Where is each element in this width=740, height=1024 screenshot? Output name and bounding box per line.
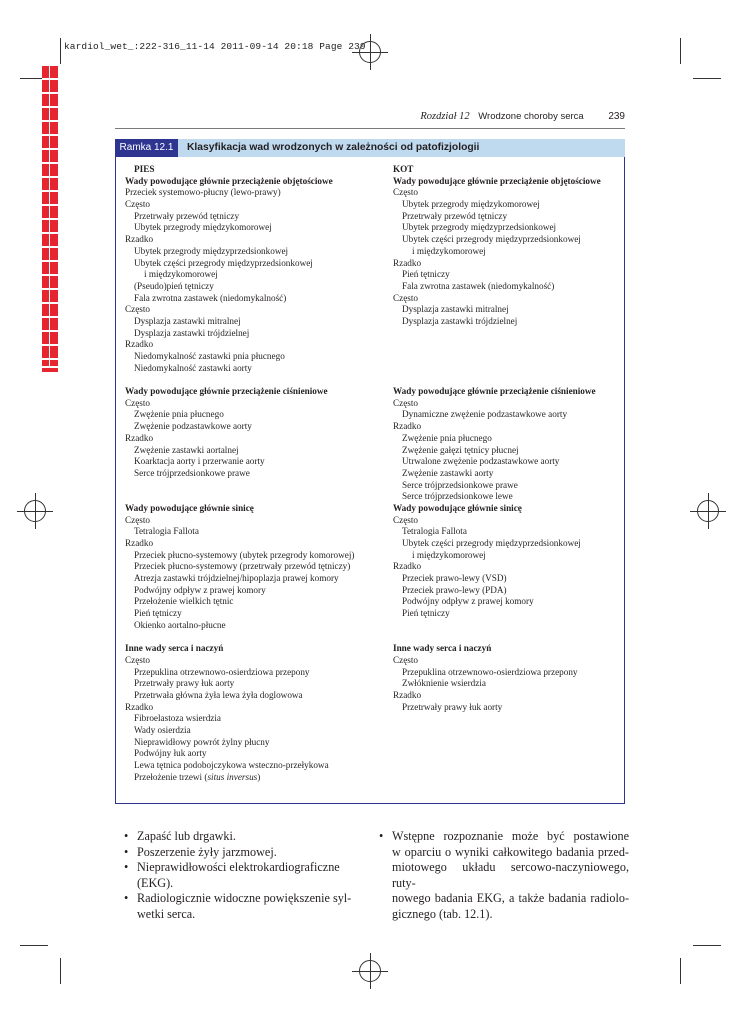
box-line: Przeciek prawo-lewy (VSD) bbox=[402, 573, 507, 584]
box-line: Pień tętniczy bbox=[402, 269, 450, 280]
box-line: Często bbox=[125, 304, 151, 315]
bullet-continuation: miotowego układu sercowo-naczyniowego, ruty- bbox=[392, 860, 629, 890]
box-line: Rzadko bbox=[393, 257, 422, 268]
box-line: Często bbox=[393, 292, 419, 303]
registration-mark-top bbox=[359, 41, 381, 63]
box-line: Często bbox=[393, 187, 419, 198]
box-line bbox=[393, 339, 601, 351]
bullet-list-right bbox=[379, 829, 629, 923]
box-line: Wady osierdzia bbox=[134, 725, 191, 735]
box-line: Niedomykalność zastawki aorty bbox=[134, 362, 252, 373]
box-line: Utrwalone zwężenie podzastawkowe aorty bbox=[402, 456, 560, 467]
chapter-number: Rozdział 12 bbox=[420, 111, 470, 122]
box-line: Fibroelastoza wsierdzia bbox=[134, 713, 221, 724]
header-rule bbox=[115, 128, 625, 129]
bullet-item: • Poszerzenie żyły jarzmowej. bbox=[124, 845, 364, 861]
box-line: Przeciek prawo-lewy (PDA) bbox=[402, 584, 507, 595]
box-line: Rzadko bbox=[393, 421, 422, 432]
box-line: Lewa tętnica podobojczykowa wsteczno-przełykowa bbox=[134, 760, 329, 771]
latin-term: situs inversus bbox=[207, 771, 258, 782]
page-number: 239 bbox=[608, 111, 625, 122]
box-line: Często bbox=[125, 397, 151, 408]
box-line: Fala zwrotna zastawek (niedomykalność) bbox=[134, 292, 287, 303]
box-heading-line: Inne wady serca i naczyń bbox=[393, 643, 492, 654]
bullet-item: • Radiologicznie widoczne powiększenie syl- bbox=[124, 891, 364, 907]
box-line: Niedomykalność zastawki pnia płucnego bbox=[134, 351, 285, 361]
box-line: Serce trójprzedsionkowe prawe bbox=[402, 479, 518, 490]
bullet-continuation: nowego badania EKG, a także badania radiolo- bbox=[392, 891, 629, 906]
bullet-item: • Wstępne rozpoznanie może być postawione bbox=[379, 829, 629, 845]
box-line: Dysplazja zastawki trójdzielnej bbox=[402, 315, 518, 326]
box-line: Podwójny odpływ z prawej komory bbox=[134, 584, 266, 595]
box-line: Przełożenie trzewi (situs inversus) bbox=[134, 771, 261, 782]
box-line: Zwężenie pnia płucnego bbox=[402, 432, 492, 443]
box-line bbox=[393, 363, 601, 375]
box-line: Koarktacja aorty i przerwanie aorty bbox=[134, 456, 265, 467]
registration-mark-bottom bbox=[359, 960, 381, 982]
box-line bbox=[393, 632, 601, 644]
box-line: Rzadko bbox=[125, 701, 154, 712]
box-line bbox=[125, 480, 354, 492]
box-line: Fala zwrotna zastawek (niedomykalność) bbox=[402, 280, 555, 291]
box-line: Często bbox=[125, 654, 151, 665]
box-left-column bbox=[125, 164, 354, 783]
box-line bbox=[125, 491, 354, 503]
box-line: Dynamiczne zwężenie podzastawkowe aorty bbox=[402, 409, 568, 420]
box-line: Przeciek płucno-systemowy (ubytek przegrody komorowej) bbox=[134, 549, 355, 560]
box-line: i międzykomorowej bbox=[412, 245, 486, 256]
box-line: Rzadko bbox=[125, 432, 154, 443]
box-line: Często bbox=[393, 514, 419, 525]
running-header bbox=[420, 111, 625, 122]
box-heading-line: Wady powodujące głównie sinicę bbox=[393, 502, 522, 513]
box-line: Rzadko bbox=[393, 689, 422, 700]
box-line: Często bbox=[393, 397, 419, 408]
box-line: Ubytek części przegrody międzyprzedsionkowej bbox=[402, 538, 581, 548]
box-line bbox=[125, 632, 354, 644]
box-line: Rzadko bbox=[393, 561, 422, 572]
box-line: Zwężenie gałęzi tętnicy płucnej bbox=[402, 444, 519, 455]
box-line: Ubytek przegrody międzykomorowej bbox=[134, 222, 272, 233]
box-line: i międzykomorowej bbox=[412, 549, 486, 560]
box-line: Przeciek płucno-systemowy (przetrwały przewód tętniczy) bbox=[134, 561, 351, 572]
box-heading-line: Wady powodujące głównie przeciążenie objętościowe bbox=[125, 175, 333, 186]
box-line: Przetrwały prawy łuk aorty bbox=[134, 678, 235, 689]
box-line: Ubytek części przegrody międzyprzedsionkowej bbox=[402, 234, 581, 245]
box-line: Często bbox=[393, 654, 419, 665]
box-line: i międzykomorowej bbox=[144, 269, 218, 280]
box-line: Okienko aortalno-płucne bbox=[134, 619, 226, 630]
print-slug: kardiol_wet_:222-316_11-14 2011-09-14 20:18 Page 239 bbox=[64, 41, 366, 52]
box-line: Przeciek systemowo-płucny (lewo-prawy) bbox=[125, 187, 281, 198]
box-line bbox=[393, 351, 601, 363]
box-line: Ubytek przegrody międzyprzedsionkowej bbox=[402, 222, 557, 233]
box-heading-line: Wady powodujące głównie przeciążenie objętościowe bbox=[393, 175, 601, 186]
box-line: Zwężenie zastawki aortalnej bbox=[134, 444, 239, 455]
box-line: (Pseudo)pień tętniczy bbox=[134, 280, 214, 291]
box-line: Przepuklina otrzewnowo-osierdziowa przepony bbox=[402, 666, 578, 677]
box-right-column bbox=[393, 164, 601, 713]
box-line: Zwężenie pnia płucnego bbox=[134, 409, 224, 420]
box-line: Pień tętniczy bbox=[402, 608, 450, 619]
box-heading-line: Wady powodujące głównie sinicę bbox=[125, 502, 254, 513]
box-heading-line: PIES bbox=[134, 164, 155, 174]
box-line: Ubytek części przegrody międzyprzedsionkowej bbox=[134, 257, 313, 268]
bullet-continuation: wetki serca. bbox=[137, 906, 196, 921]
box-line: Tetralogia Fallota bbox=[402, 526, 467, 537]
box-line: Rzadko bbox=[125, 339, 154, 350]
box-line: Atrezja zastawki trójdzielnej/hipoplazja prawej komory bbox=[134, 573, 339, 584]
color-calibration-bar-end bbox=[42, 368, 58, 372]
box-line: Przetrwały przewód tętniczy bbox=[134, 210, 240, 221]
box-heading-line: Wady powodujące głównie przeciążenie ciśnieniowe bbox=[393, 386, 596, 397]
box-line bbox=[393, 374, 601, 386]
box-line: Dysplazja zastawki trójdzielnej bbox=[134, 327, 250, 338]
box-line: Przepuklina otrzewnowo-osierdziowa przepony bbox=[134, 666, 310, 677]
box-line: Przetrwały prawy łuk aorty bbox=[402, 701, 503, 712]
box-heading-line: Inne wady serca i naczyń bbox=[125, 643, 224, 654]
box-line: Ubytek przegrody międzykomorowej bbox=[402, 199, 540, 210]
chapter-title: Wrodzone choroby serca bbox=[478, 111, 584, 122]
box-line: Dysplazja zastawki mitralnej bbox=[402, 304, 509, 315]
box-line: Nieprawidłowy powrót żylny płucny bbox=[134, 736, 270, 747]
box-line: Podwójny odpływ z prawej komory bbox=[402, 596, 534, 607]
bullet-continuation: w oparciu o wyniki całkowitego badania przed- bbox=[392, 844, 629, 859]
box-line: Przetrwały przewód tętniczy bbox=[402, 210, 508, 221]
box-tag: Ramka 12.1 bbox=[115, 139, 178, 157]
box-line: Ubytek przegrody międzyprzedsionkowej bbox=[134, 245, 289, 256]
box-line: Rzadko bbox=[125, 538, 154, 548]
bullet-item: • Zapaść lub drgawki. bbox=[124, 829, 364, 845]
box-line: Zwężenie podzastawkowe aorty bbox=[134, 421, 252, 432]
box-line: Podwójny łuk aorty bbox=[134, 748, 207, 759]
box-line bbox=[393, 328, 601, 340]
box-line: Przetrwała główna żyła lewa żyła doglowowa bbox=[134, 689, 303, 700]
bullet-continuation: gicznego (tab. 12.1). bbox=[392, 906, 493, 921]
box-line: Zwłóknienie wsierdzia bbox=[402, 678, 486, 689]
box-line: Serce trójprzedsionkowe prawe bbox=[134, 467, 250, 478]
box-line: Często bbox=[125, 199, 151, 210]
box-line: Pień tętniczy bbox=[134, 608, 182, 619]
box-line: Przełożenie wielkich tętnic bbox=[134, 596, 234, 607]
box-line bbox=[393, 620, 601, 632]
box-line: Tetralogia Fallota bbox=[134, 526, 199, 537]
box-line bbox=[125, 374, 354, 386]
box-heading-line: KOT bbox=[393, 164, 414, 174]
registration-mark-left bbox=[24, 500, 46, 522]
box-line: Dysplazja zastawki mitralnej bbox=[134, 315, 241, 326]
registration-mark-right bbox=[697, 500, 719, 522]
box-heading-line: Wady powodujące głównie przeciążenie ciśnieniowe bbox=[125, 386, 328, 397]
box-line: Rzadko bbox=[125, 234, 154, 245]
box-line: Serce trójprzedsionkowe lewe bbox=[402, 491, 513, 502]
box-line: Często bbox=[125, 514, 151, 525]
box-line: Zwężenie zastawki aorty bbox=[402, 467, 494, 478]
bullet-item: • Nieprawidłowości elektrokardiograficzne (EKG). bbox=[124, 860, 364, 891]
box-title: Klasyfikacja wad wrodzonych w zależności od patofizjologii bbox=[187, 142, 480, 153]
bullet-list-left bbox=[124, 829, 364, 923]
color-calibration-bar bbox=[42, 66, 58, 366]
